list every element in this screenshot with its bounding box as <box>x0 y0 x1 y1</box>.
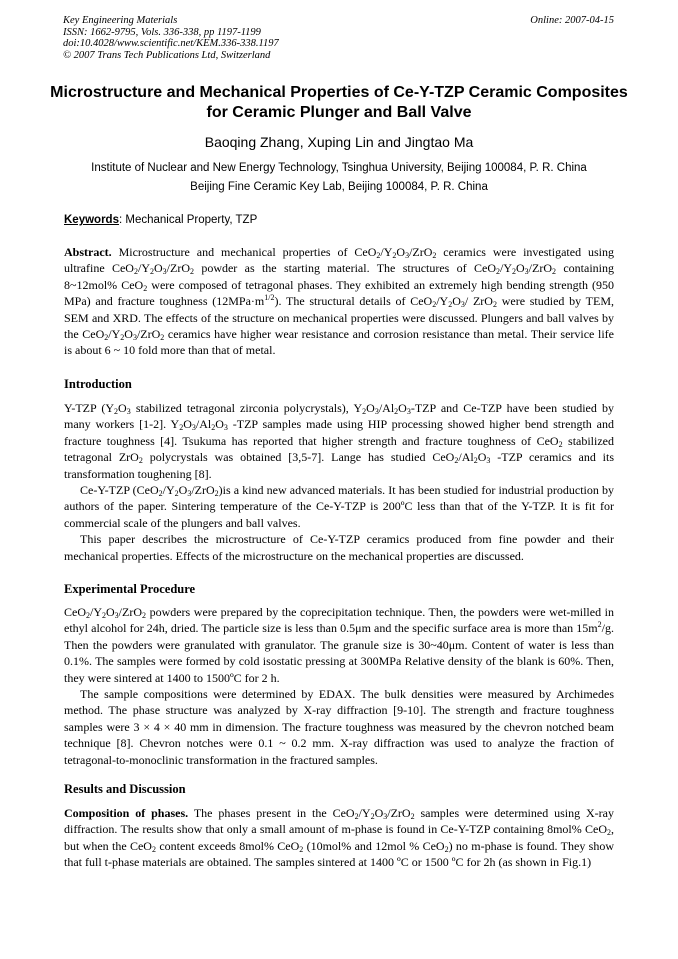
abstract: Abstract. Microstructure and mechanical properties of $CeO_2/Y_2O_3/ZrO_2$ ceramics were investigated using ultrafine $CeO_2/Y_2O_3/ZrO_2$ powder as the starting material. The structures of $CeO_2/Y_2O_3/ZrO_2$ containing 8~12mol% CeO$_2$ were composed of tetragonal phases. They exhibited an extremely high bending strength (950 MPa) and fracture toughness $(12MPa\cdot m^{1/2})$. The structural details of $CeO_2/Y_2O_3/$ ZrO$_2$ were studied by TEM, SEM and XRD. The effects of the structure on mechanical properties were discussed. Plungers and ball valves by the $CeO_2/Y_2O_3/ZrO_2$ ceramics have higher wear resistance and corrosion resistance than metal. Their service life is about 6 ~ 10 fold more than that of metal. <box>64 245 614 358</box>
keywords-text: Mechanical Property, TZP <box>122 214 258 226</box>
journal-doi: doi:10.4028/www.scientific.net/KEM.336-338.1197 <box>63 38 279 49</box>
journal-issn: ISSN: 1662-9795, Vols. 336-338, pp 1197-1199 <box>63 26 261 38</box>
journal-copyright: © 2007 Trans Tech Publications Ltd, Switzerland <box>63 49 271 61</box>
paper-title: Microstructure and Mechanical Properties of Ce-Y-TZP Ceramic Composites for Ceramic Plunger and Ball Valve <box>50 84 628 121</box>
keywords-label: Keywords <box>64 214 119 226</box>
journal-name: Key Engineering Materials <box>63 15 178 26</box>
paper-authors: Baoqing Zhang, Xuping Lin and Jingtao Ma <box>204 134 474 150</box>
experimental-heading: Experimental Procedure <box>64 582 196 596</box>
online-date: Online: 2007-04-15 <box>530 15 614 26</box>
keywords-colon: : <box>118 214 123 226</box>
introduction-body: Y-TZP ($Y_2O_3$ stabilized tetragonal zirconia polycrystals), $Y_2O_3/Al_2O_3$-TZP and Ce-TZP have been studied by many workers [1-2]. $Y_2O_3/Al_2O_3$ -TZP samples made using HIP processing showed higher bend strength and fracture toughness [4]. Tsukuma has reported that higher strength and fracture toughness of CeO$_2$ stabilized tetragonal ZrO$_2$ polycrystals was obtained [3,5-7]. Lange has studied $CeO_2/Al_2O_3$ -TZP ceramics and its transformation toughening [8]. Ce-Y-TZP $(CeO_2/Y_2O_3/ZrO_2)is$ a kind new advanced materials. It has been studied for industrial production by authors of the paper. Sintering temperature of the Ce-Y-TZP is 200ºC less than that of the Y-TZP. It is fit for commercial scale of the plungers and ball valves. This paper describes the microstructure of Ce-Y-TZP ceramics produced from fine powder and their mechanical properties. Effects of the microstructure on the mechanical properties are discussed. <box>64 401 615 563</box>
keywords-line <box>64 213 257 228</box>
introduction-heading: Introduction <box>64 377 132 391</box>
affiliation-2: Beijing Fine Ceramic Key Lab, Beijing 100084, P. R. China <box>190 181 488 193</box>
experimental-body: $CeO_2/Y_2O_3/ZrO_2$ powders were prepared by the coprecipitation technique. Then, the powders were wet-milled in ethyl alcohol for 24h, dried. The particle size is less than 0.5μm and the specific surface area is more than $15m^2/g$. Then the powders were granulated with granulator. The granule size is 30~40μm. Content of water is less than 0.1%. The samples were formed by cold isostatic pressing at 300MPa Relative density of the blank is 60%. Then, they were sintered at 1400 to 1500ºC for 2 h. The sample compositions were determined by EDAX. The bulk densities were measured by Archimedes method. The phase structure was analyzed by X-ray diffraction [9-10]. The strength and fracture toughness samples were 3 × 4 × 40 mm in dimension. The fracture toughness was measured by the chevron notched beam technique [8]. Chevron notches were 0.1 ~ 0.2 mm. X-ray diffraction was used to analyze the fraction of tetragonal-to-monoclinic transformation in the fractured samples. <box>64 605 614 767</box>
results-body: Composition of phases. The phases present in the $CeO_2/Y_2O_3/ZrO_2$ samples were determined using X-ray diffraction. The results show that only a small amount of m-phase is found in Ce-Y-TZP containing 8mol% CeO$_2$, but when the CeO$_2$ content exceeds 8mol% CeO$_2$ (10mol% and 12mol % CeO$_2$) no m-phase is found. They show that full t-phase materials are obtained. The samples sintered at 1400 ºC or 1500 ºC for 2h (as shown in Fig.1) <box>64 806 614 870</box>
affiliation-1: Institute of Nuclear and New Energy Technology, Tsinghua University, Beijing 100084, P. R. China <box>91 162 587 174</box>
results-heading: Results and Discussion <box>64 782 186 796</box>
journal-header <box>63 15 279 61</box>
